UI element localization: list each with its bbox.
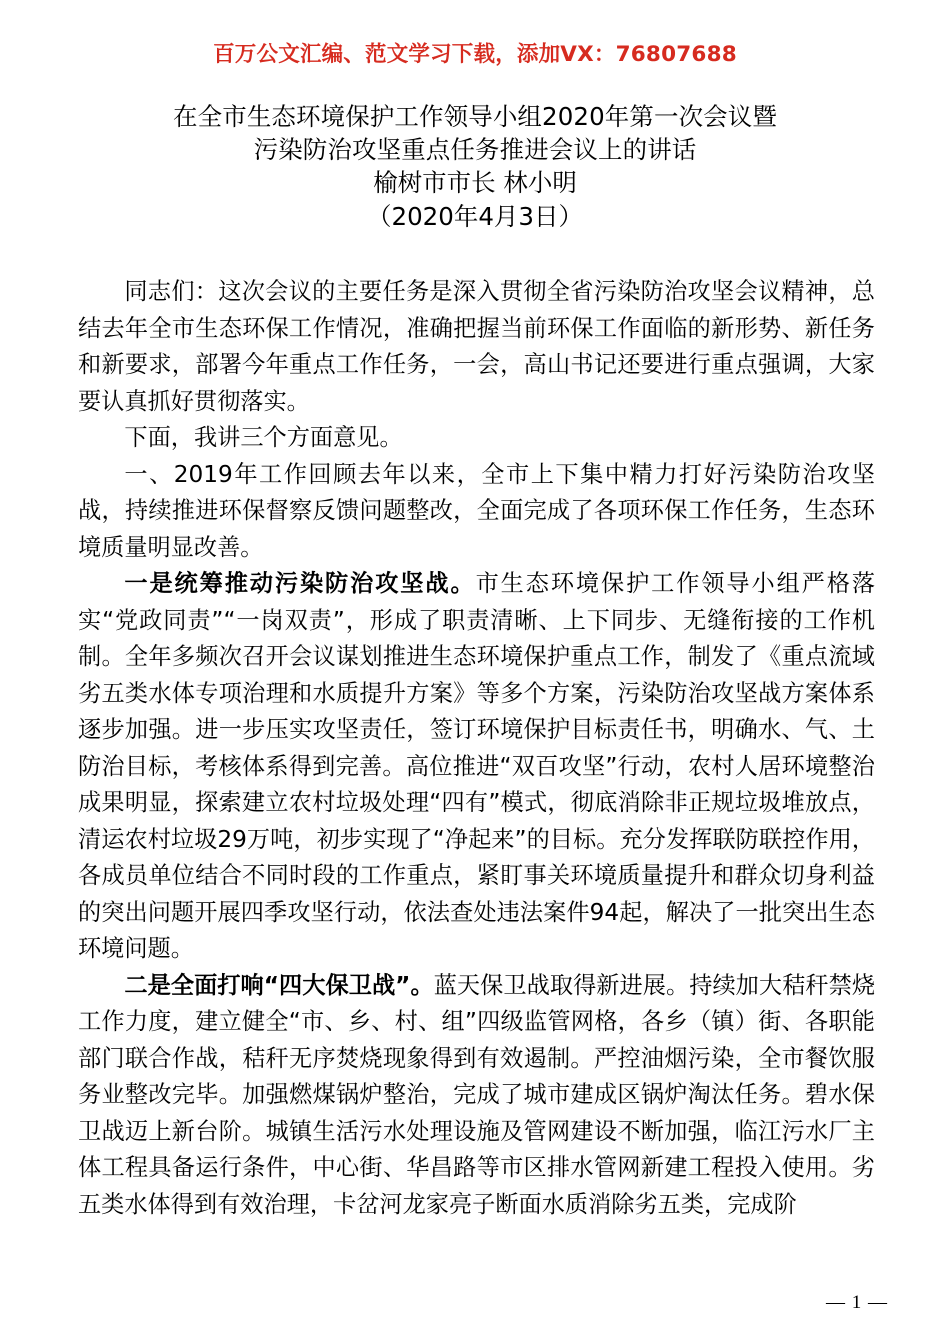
document-title-line-2: 污染防治攻坚重点任务推进会议上的讲话 (253, 135, 697, 164)
page-number: — 1 — (826, 1292, 888, 1313)
document-title-block (0, 100, 950, 235)
promo-banner-text: 百万公文汇编、范文学习下载，添加VX：76807688 (213, 42, 737, 67)
body-paragraph (78, 968, 875, 1224)
document-body (78, 274, 875, 1223)
paragraph-text: 市生态环境保护工作领导小组严格落实“党政同责”“一岗双责”，形成了职责清晰、上下同步、无缝衔接的工作机制。全年多频次召开会议谋划推进生态环境保护重点工作，制发了《重点流域劣五类水体专项治理和水质提升方案》等多个方案，污染防治攻坚战方案体系逐步加强。进一步压实攻坚责任，签订环境保护目标责任书，明确水、气、土防治目标，考核体系得到完善。高位推进“双百攻坚”行动，农村人居环境整治成果明显，探索建立农村垃圾处理“四有”模式，彻底消除非正规垃圾堆放点，清运农村垃圾29万吨，初步实现了“净起来”的目标。充分发挥联防联控作用，各成员单位结合不同时段的工作重点，紧盯事关环境质量提升和群众切身利益的突出问题开展四季攻坚行动，依法查处违法案件94起，解决了一批突出生态环境问题。 (78, 570, 876, 962)
body-paragraph (78, 274, 875, 420)
paragraph-lead: 一是统筹推动污染防治攻坚战。 (124, 570, 476, 597)
paragraph-text: 一、2019年工作回顾去年以来，全市上下集中精力打好污染防治攻坚战，持续推进环保督察反馈问题整改，全面完成了各项环保工作任务，生态环境质量明显改善。 (78, 460, 875, 561)
document-byline: 榆树市市长 林小明 (373, 168, 577, 197)
document-title-line-1: 在全市生态环境保护工作领导小组2020年第一次会议暨 (173, 102, 777, 131)
body-paragraph (78, 420, 875, 457)
body-paragraph (78, 457, 875, 567)
paragraph-lead: 二是全面打响“四大保卫战”。 (124, 971, 434, 999)
document-date: （2020年4月3日） (366, 202, 584, 231)
paragraph-text: 蓝天保卫战取得新进展。持续加大秸秆禁烧工作力度，建立健全“市、乡、村、组”四级监管网格，各乡（镇）街、各职能部门联合作战，秸秆无序焚烧现象得到有效遏制。严控油烟污染，全市餐饮服务业整改完毕。加强燃煤锅炉整治，完成了城市建成区锅炉淘汰任务。碧水保卫战迈上新台阶。城镇生活污水处理设施及管网建设不断加强，临江污水厂主体工程具备运行条件，中心街、华昌路等市区排水管网新建工程投入使用。劣五类水体得到有效治理，卡岔河龙家亮子断面水质消除劣五类，完成阶 (78, 971, 876, 1218)
paragraph-text: 同志们：这次会议的主要任务是深入贯彻全省污染防治攻坚会议精神，总结去年全市生态环保工作情况，准确把握当前环保工作面临的新形势、新任务和新要求，部署今年重点工作任务，一会，高山书记还要进行重点强调，大家要认真抓好贯彻落实。 (78, 278, 875, 415)
paragraph-text: 下面，我讲三个方面意见。 (124, 424, 403, 451)
body-paragraph (78, 566, 875, 968)
